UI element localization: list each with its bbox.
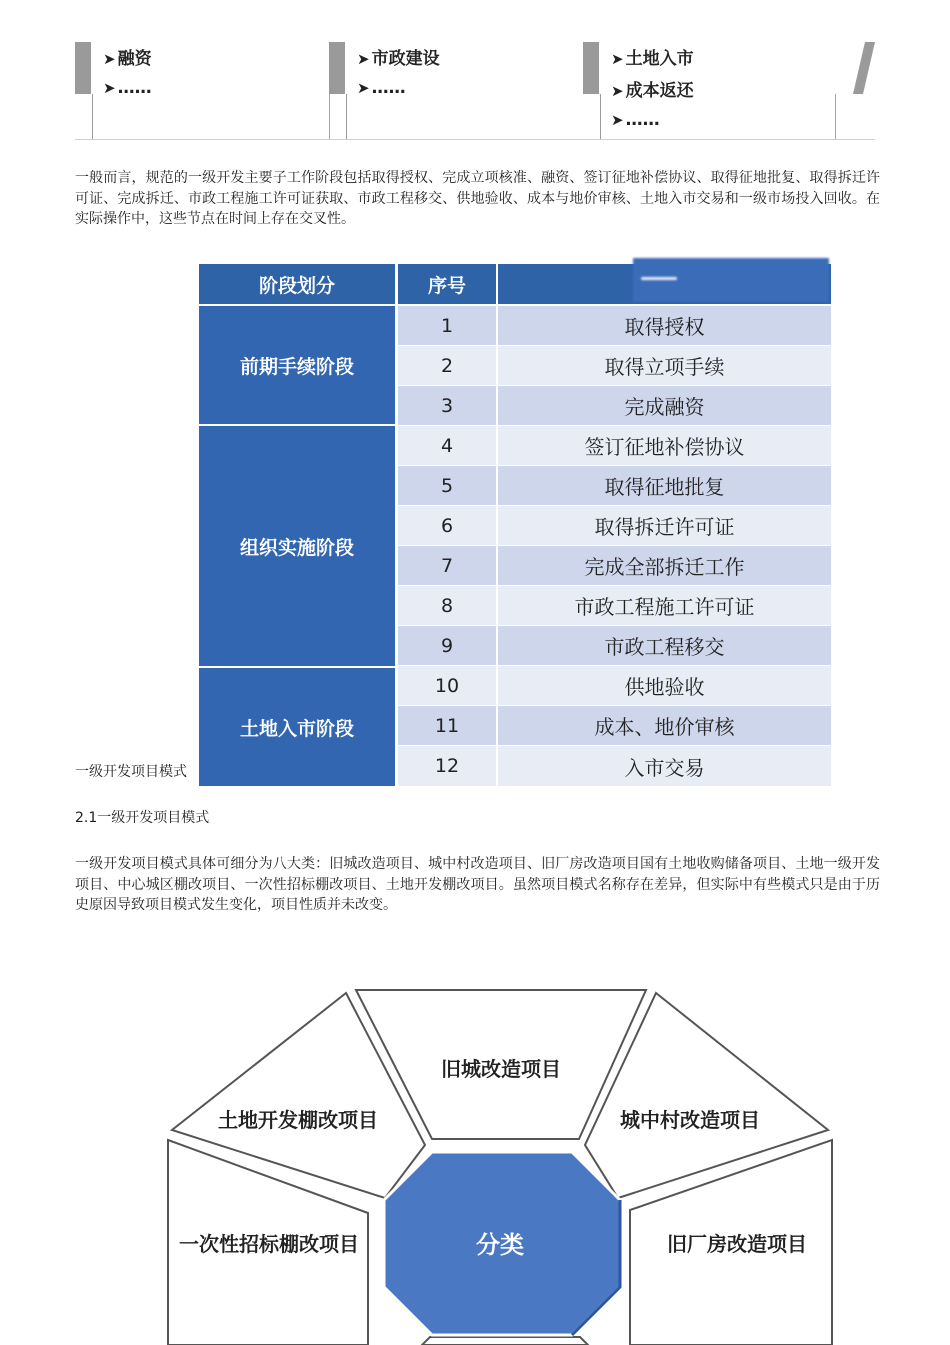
segment-label-left: 一次性招标棚改项目 [179, 1232, 359, 1256]
table-row: 2 取得立项手续 [398, 346, 831, 385]
strip-bar [329, 42, 345, 94]
strip-item: ➤ 成本返还 [611, 81, 694, 101]
segment-bottom [422, 1337, 588, 1345]
strip-bar [75, 42, 91, 94]
strip-baseline [75, 139, 875, 140]
table-row: 3 完成融资 [398, 386, 831, 425]
strip-item: ➤ …… [611, 110, 660, 130]
segment-label-top: 旧城改造项目 [441, 1057, 561, 1081]
table-row: 4 签订征地补偿协议 [398, 426, 831, 465]
table-row: 7 完成全部拆迁工作 [398, 546, 831, 585]
strip-item: ➤ …… [357, 78, 406, 98]
strip-item: ➤ 土地入市 [611, 49, 694, 69]
octagon-graphic [160, 985, 840, 1345]
table-row: 6 取得拆迁许可证 [398, 506, 831, 545]
segment-label-right: 旧厂房改造项目 [667, 1232, 807, 1256]
table-row: 8 市政工程施工许可证 [398, 586, 831, 625]
strip-divider [92, 94, 93, 140]
mode-paragraph: 一级开发项目模式具体可细分为八大类：旧城改造项目、城中村改造项目、旧厂房改造项目国有土地收购储备项目、土地一级开发项目、中心城区棚改项目、一次性招标棚改项目、土地开发棚改项目。虽然项目模式名称存在差异，但实际中有些模式只是由于历史原因导致项目模式发生变化，项目性质并未改变。 [75, 856, 880, 913]
strip-bar [583, 42, 599, 94]
classification-diagram [160, 985, 840, 1345]
stage-cell: 前期手续阶段 [199, 306, 395, 424]
segment-label-top-right: 城中村改造项目 [620, 1108, 760, 1132]
segment-label-top-left: 土地开发棚改项目 [218, 1108, 378, 1132]
table-row: 9 市政工程移交 [398, 626, 831, 665]
table-row: 12 入市交易 [398, 746, 831, 786]
table-row: 10 供地验收 [398, 666, 831, 705]
strip-divider [600, 94, 601, 140]
table-row: 5 取得征地批复 [398, 466, 831, 505]
blurred-header-overlay [633, 258, 829, 302]
strip-end-shape [835, 42, 875, 94]
stage-table [199, 264, 831, 786]
stage-cell: 组织实施阶段 [199, 426, 395, 666]
intro-paragraph: 一般而言，规范的一级开发主要子工作阶段包括取得授权、完成立项核准、融资、签订征地补偿协议、取得征地批复、取得拆迁许可证、完成拆迁、市政工程施工许可证获取、市政工程移交、供地验收、成本与地价审核、土地入市交易和一级市场投入回收。在实际操作中，这些节点在时间上存在交叉性。 [75, 170, 880, 227]
table-header-stage: 阶段划分 [199, 264, 395, 304]
table-row: 1 取得授权 [398, 306, 831, 345]
center-label: 分类 [476, 1231, 524, 1259]
strip-item: ➤ …… [103, 78, 152, 98]
table-row: 11 成本、地价审核 [398, 706, 831, 745]
section-heading: 2.1一级开发项目模式 [75, 810, 210, 826]
strip-item: ➤ 融资 [103, 49, 152, 69]
image-caption: 一级开发项目模式 [75, 764, 187, 780]
stage-cell: 土地入市阶段 [199, 668, 395, 786]
table-header-number: 序号 [398, 264, 496, 304]
top-process-strip [75, 40, 875, 140]
strip-item: ➤ 市政建设 [357, 49, 440, 69]
strip-divider [346, 94, 347, 140]
